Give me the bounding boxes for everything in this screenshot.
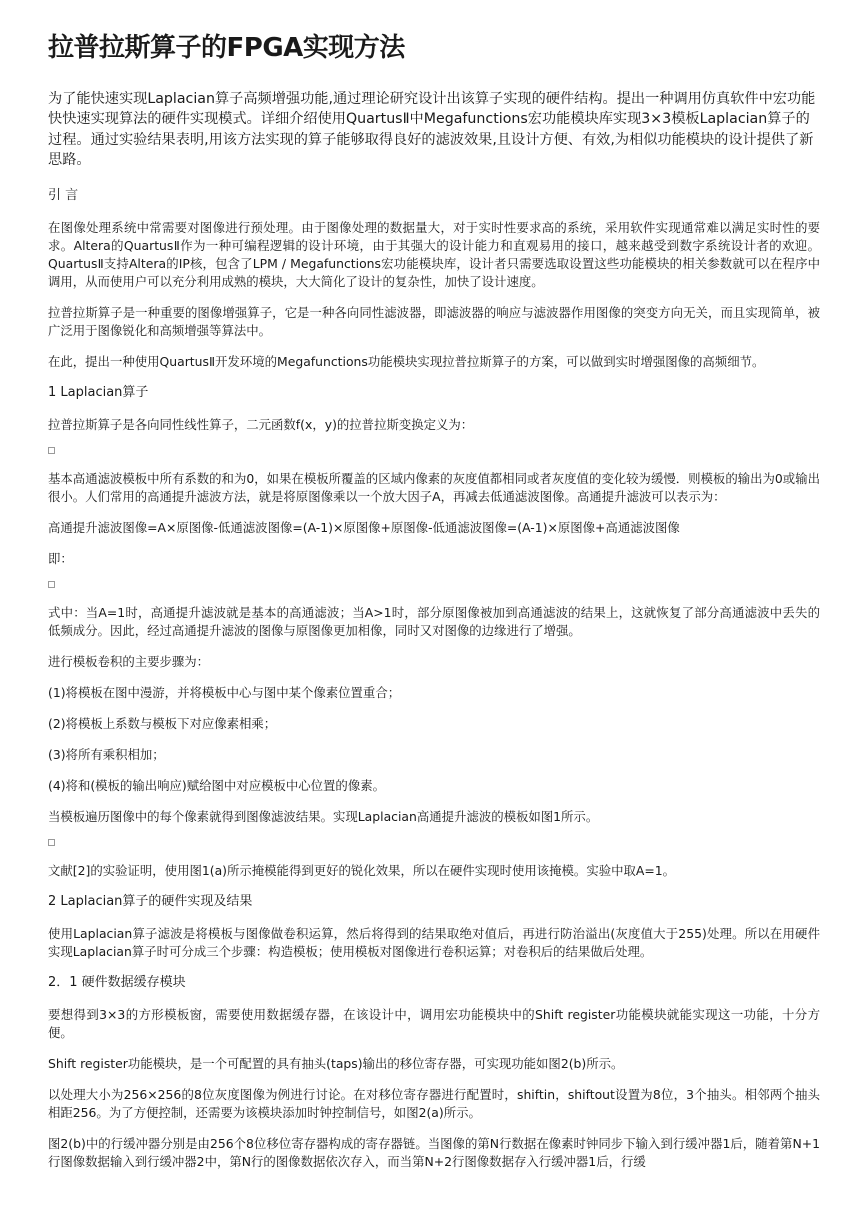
abstract: 为了能快速实现Laplacian算子高频增强功能,通过理论研究设计出该算子实现的硬件结构。提出一种调用仿真软件中宏功能快快速实现算法的硬件实现模式。详细介绍使用QuartusⅡ中Megafunctions宏功能模块库实现3×3模板Laplacian算子的过程。通过实验结果表明,用该方法实现的算子能够取得良好的滤波效果,且设计方便、有效,为相似功能模块的设计提供了新思路。 (48, 90, 816, 169)
paragraph: 式中：当A=1时，高通提升滤波就是基本的高通滤波；当A>1时，部分原图像被加到高通滤波的结果上，这就恢复了部分高通滤波中丢失的低频成分。因此，经过高通提升滤波的图像与原图像更加相像，同时又对图像的边缘进行了增强。 (48, 605, 820, 639)
paragraph: 使用Laplacian算子滤波是将模板与图像做卷积运算，然后将得到的结果取绝对值后，再进行防治溢出(灰度值大于255)处理。所以在用硬件实现Laplacian算子时可分成三个步骤：构造模板；使用模板对图像进行卷积运算；对卷积后的结果做后处理。 (48, 926, 820, 960)
list-item: (2)将模板上系数与模板下对应像素相乘； (48, 716, 277, 731)
paragraph: 文献[2]的实验证明，使用图1(a)所示掩模能得到更好的锐化效果，所以在硬件实现时使用该掩模。实验中取A=1。 (48, 862, 676, 878)
list-item: (3)将所有乘积相加； (48, 746, 165, 762)
paragraph: 图2(b)中的行缓冲器分别是由256个8位移位寄存器构成的寄存器链。当图像的第N行数据在像素时钟同步下输入到行缓冲器1后，随着第N+1行图像数据输入到行缓冲器2中，第N行的图像数据依次存入，而当第N+2行图像数据存入行缓冲器1后，行缓 (48, 1136, 820, 1170)
section-heading-1: 1 Laplacian算子 (48, 384, 149, 400)
broken-image-icon (48, 447, 55, 454)
section-heading-2-1: 2．1 硬件数据缓存模块 (48, 975, 186, 991)
paragraph: 拉普拉斯算子是一种重要的图像增强算子，它是一种各向同性滤波器，即滤波器的响应与滤波器作用图像的突变方向无关，而且实现简单，被广泛用于图像锐化和高频增强等算法中。 (48, 305, 820, 338)
broken-image-icon (48, 581, 55, 588)
paragraph: 进行模板卷积的主要步骤为： (48, 654, 210, 670)
paragraph: 基本高通滤波模板中所有系数的和为0，如果在模板所覆盖的区域内像素的灰度值都相同或者灰度值的变化较为缓慢．则模板的输出为0或输出很小。人们常用的高通提升滤波方法，就是将原图像乘以一个放大因子A，再减去低通滤波图像。高通提升滤波可以表示为： (48, 471, 820, 505)
paragraph: 当模板遍历图像中的每个像素就得到图像滤波结果。实现Laplacian高通提升滤波的模板如图1所示。 (48, 808, 599, 824)
paragraph: 在图像处理系统中常需要对图像进行预处理。由于图像处理的数据量大，对于实时性要求高的系统，采用软件实现通常难以满足实时性的要求。Altera的QuartusⅡ作为一种可编程逻辑的设计环境，由于其强大的设计能力和直观易用的接口，越来越受到数字系统设计者的欢迎。QuartusⅡ支持Altera的IP核，包含了LPM / Megafunctions宏功能模块库，设计者只需要选取设置这些功能模块的相关参数就可以在程序中调用，从而使用户可以充分利用成熟的模块，大大简化了设计的复杂性，加快了设计速度。 (48, 220, 820, 290)
paragraph: 拉普拉斯算子是各向同性线性算子，二元函数f(x，y)的拉普拉斯变换定义为： (48, 417, 474, 433)
broken-image-icon (48, 839, 55, 846)
list-item: (1)将模板在图中漫游，并将模板中心与图中某个像素位置重合； (48, 685, 401, 701)
paragraph: 以处理大小为256×256的8位灰度图像为例进行讨论。在对移位寄存器进行配置时，shiftin，shiftout设置为8位，3个抽头。相邻两个抽头相距256。为了方便控制，还需要为该模块添加时钟控制信号，如图2(a)所示。 (48, 1087, 820, 1121)
formula-line: 高通提升滤波图像=A×原图像-低通滤波图像=(A-1)×原图像+原图像-低通滤波图像=(A-1)×原图像+高通滤波图像 (48, 520, 680, 536)
paragraph: 在此，提出一种使用QuartusⅡ开发环境的Megafunctions功能模块实现拉普拉斯算子的方案，可以做到实时增强图像的高频细节。 (48, 353, 765, 369)
section-heading-2: 2 Laplacian算子的硬件实现及结果 (48, 893, 253, 909)
paragraph: 即： (48, 551, 73, 567)
list-item: (4)将和(模板的输出响应)赋给图中对应模板中心位置的像素。 (48, 777, 385, 793)
page-title: 拉普拉斯算子的FPGA实现方法 (48, 33, 405, 63)
section-heading-intro: 引 言 (48, 187, 79, 203)
paragraph: 要想得到3×3的方形模板窗，需要使用数据缓存器，在该设计中，调用宏功能模块中的Shift register功能模块就能实现这一功能，十分方便。 (48, 1007, 820, 1041)
paragraph: Shift register功能模块，是一个可配置的具有抽头(taps)输出的移位寄存器，可实现功能如图2(b)所示。 (48, 1056, 624, 1072)
